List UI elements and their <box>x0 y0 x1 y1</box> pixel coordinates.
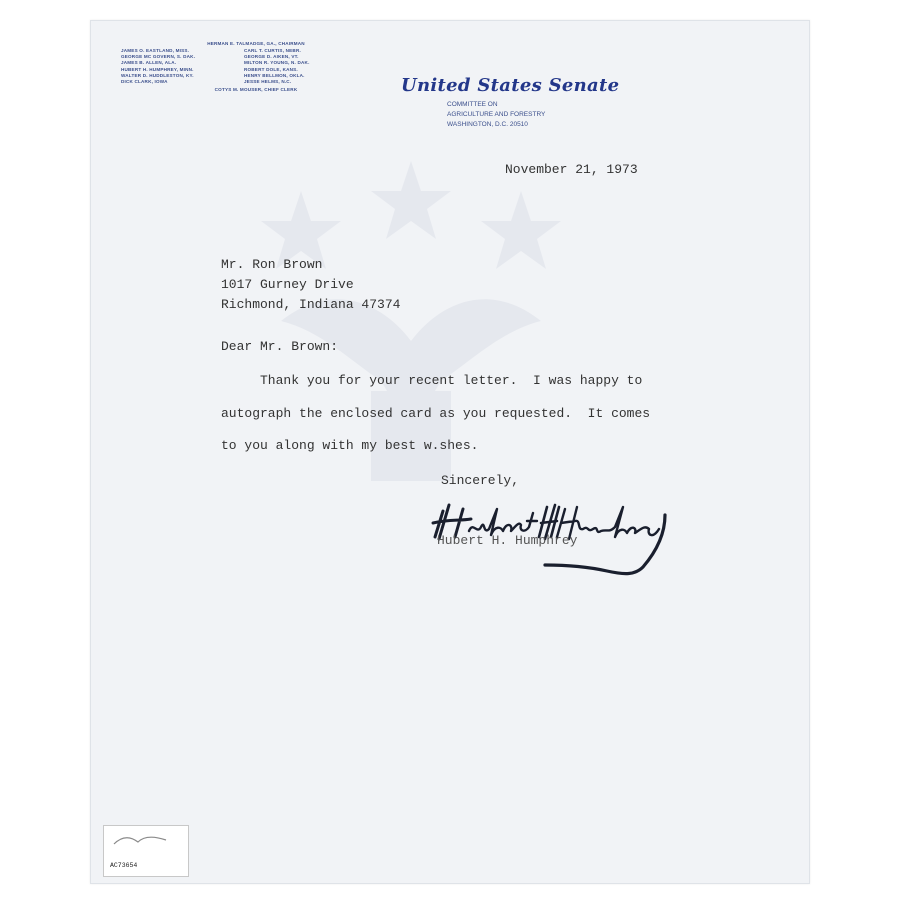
committee-member: GEORGE D. AIKEN, VT. <box>244 54 299 60</box>
recipient-address <box>221 255 400 315</box>
letterhead-subtitle-line: COMMITTEE ON <box>447 101 498 108</box>
committee-chairman: HERMAN E. TALMADGE, GA., CHAIRMAN <box>207 41 305 46</box>
body-line: to you along with my best w.shes. <box>221 438 479 453</box>
committee-member: JAMES B. ALLEN, ALA. <box>121 60 177 66</box>
committee-members-list <box>121 48 361 84</box>
letter-date: November 21, 1973 <box>505 162 638 177</box>
body-line: Thank you for your recent letter. I was happy to <box>221 373 643 388</box>
committee-member: ROBERT DOLE, KANS. <box>244 66 298 72</box>
address-line: Mr. Ron Brown <box>221 257 323 272</box>
address-line: 1017 Gurney Drive <box>221 277 354 292</box>
letterhead-subtitle-line: AGRICULTURE AND FORESTRY <box>447 111 546 118</box>
address-line: Richmond, Indiana 47374 <box>221 297 401 312</box>
committee-member: HUBERT H. HUMPHREY, MINN. <box>121 66 194 72</box>
jsa-certificate-number: AC73654 <box>110 862 138 869</box>
committee-member: GEORGE MC GOVERN, S. DAK. <box>121 54 196 60</box>
committee-member: CARL T. CURTIS, NEBR. <box>244 48 301 53</box>
committee-members-block <box>121 41 361 92</box>
closing: Sincerely, <box>441 473 520 488</box>
committee-member: HENRY BELLMON, OKLA. <box>244 72 305 78</box>
letterhead-title: United States Senate <box>401 75 620 96</box>
signer-name: Hubert H. Humphrey <box>437 533 578 548</box>
committee-member: MILTON R. YOUNG, N. DAK. <box>244 60 310 66</box>
letter-sheet <box>90 20 810 884</box>
committee-member: WALTER D. HUDDLESTON, KY. <box>121 72 194 78</box>
committee-member: JESSE HELMS, N.C. <box>244 78 292 84</box>
committee-member: DICK CLARK, IOWA <box>121 78 168 84</box>
committee-member: JAMES O. EASTLAND, MISS. <box>121 48 190 53</box>
committee-clerk: COTYS M. MOUSER, CHIEF CLERK <box>214 86 298 92</box>
letterhead-subtitle <box>447 100 545 130</box>
salutation: Dear Mr. Brown: <box>221 339 339 354</box>
jsa-logo-icon <box>112 834 168 846</box>
senate-seal-watermark <box>241 131 581 511</box>
jsa-authentication-sticker <box>103 825 189 877</box>
body-line: autograph the enclosed card as you requested. It comes <box>221 406 651 421</box>
letterhead-subtitle-line: WASHINGTON, D.C. 20510 <box>447 121 528 128</box>
